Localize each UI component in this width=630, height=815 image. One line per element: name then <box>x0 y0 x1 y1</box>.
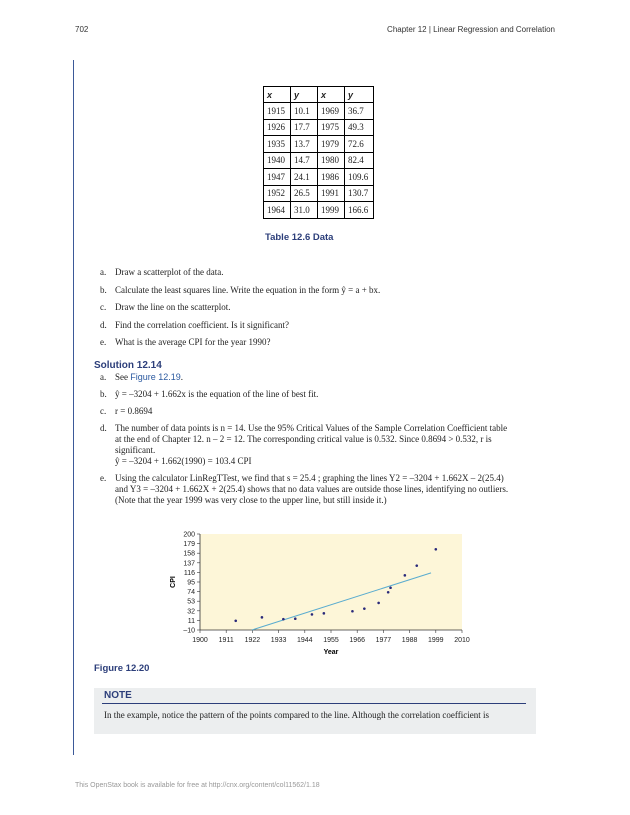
table-cell: 49.3 <box>345 119 374 136</box>
column-header: x <box>264 87 291 103</box>
y-tick-label: 137 <box>183 560 195 568</box>
item-letter: a. <box>100 372 107 382</box>
list-item <box>100 267 540 278</box>
x-tick-label: 1922 <box>244 637 261 644</box>
note-title: NOTE <box>104 690 132 701</box>
list-item <box>100 302 540 313</box>
table-cell: 72.6 <box>345 136 374 153</box>
table-caption: Table 12.6 Data <box>265 232 334 243</box>
table-cell: 31.0 <box>291 202 318 219</box>
table-cell: 1986 <box>318 169 345 186</box>
plot-background <box>200 534 462 630</box>
list-item <box>100 337 540 348</box>
list-item <box>100 389 540 400</box>
margin-rule <box>73 60 74 755</box>
item-text: Draw a scatterplot of the data. <box>115 267 224 277</box>
item-text: ŷ = –3204 + 1.662x is the equation of the line of best fit. <box>115 389 319 399</box>
data-point <box>387 591 390 594</box>
x-tick-label: 1966 <box>349 637 365 644</box>
item-line: The number of data points is n = 14. Use the 95% Critical Values of the Sample Correlation Coefficient table <box>115 423 508 433</box>
item-text: . <box>180 372 184 382</box>
item-letter: d. <box>100 319 107 330</box>
table-cell: 166.6 <box>345 202 374 219</box>
list-item <box>100 285 540 296</box>
table-row <box>264 119 374 136</box>
table-cell: 1991 <box>318 185 345 202</box>
table-cell: 1980 <box>318 152 345 169</box>
data-point <box>294 617 297 620</box>
figure-caption: Figure 12.20 <box>94 663 150 674</box>
item-line: Using the calculator LinRegTTest, we find that s = 25.4 ; graphing the lines Y2 = –3204 + 1.662X – 2(25.4) <box>115 473 504 483</box>
item-letter: a. <box>100 267 107 277</box>
column-header: y <box>291 87 318 103</box>
y-tick-label: 53 <box>187 598 195 606</box>
data-point <box>323 612 326 615</box>
note-divider <box>102 703 526 704</box>
table-cell: 1979 <box>318 136 345 153</box>
table-cell: 26.5 <box>291 185 318 202</box>
item-text: Draw the line on the scatterplot. <box>115 302 231 313</box>
table-cell: 109.6 <box>345 169 374 186</box>
data-point <box>311 613 314 616</box>
x-tick-label: 1933 <box>270 637 287 644</box>
x-tick-label: 1911 <box>218 637 234 644</box>
y-tick-label: 179 <box>183 541 195 549</box>
table-cell: 1935 <box>264 136 291 153</box>
table-cell: 1940 <box>264 152 291 169</box>
item-line: significant. <box>115 445 156 455</box>
table-cell: 1964 <box>264 202 291 219</box>
x-tick-label: 1999 <box>428 637 444 644</box>
solution-title: Solution 12.14 <box>94 360 162 371</box>
solution-list <box>100 372 540 506</box>
table-cell: 36.7 <box>345 103 374 120</box>
figure-link[interactable]: Figure 12.19 <box>130 372 181 382</box>
item-letter: b. <box>100 284 107 295</box>
table-cell: 1969 <box>318 103 345 120</box>
item-text: Calculate the least squares line. Write the equation in the form ŷ = a + bx. <box>115 284 381 295</box>
note-text: In the example, notice the pattern of the points compared to the line. Although the correlation coefficient is <box>104 710 489 720</box>
data-point <box>389 586 392 589</box>
table-cell: 17.7 <box>291 119 318 136</box>
data-point <box>234 620 237 623</box>
table-cell: 13.7 <box>291 136 318 153</box>
scatter-chart <box>160 527 470 662</box>
table-row <box>264 103 374 120</box>
data-point <box>377 602 380 605</box>
table-cell: 130.7 <box>345 185 374 202</box>
x-tick-label: 1944 <box>297 637 313 644</box>
list-item <box>100 320 540 331</box>
table-cell: 1947 <box>264 169 291 186</box>
y-axis-label: CPI <box>170 576 177 588</box>
table-cell: 1999 <box>318 202 345 219</box>
x-tick-label: 2010 <box>454 637 470 644</box>
data-point <box>351 610 354 613</box>
table-row <box>264 136 374 153</box>
item-line: and Y3 = –3204 + 1.662X + 2(25.4) shows that no data values are outside those lines, identifying no outliers. <box>115 484 509 494</box>
table-row <box>264 152 374 169</box>
table-cell: 82.4 <box>345 152 374 169</box>
item-text: Find the correlation coefficient. Is it significant? <box>115 319 290 330</box>
x-axis-label: Year <box>323 649 339 656</box>
table-cell: 1915 <box>264 103 291 120</box>
column-header: x <box>318 87 345 103</box>
item-letter: c. <box>100 302 107 313</box>
y-tick-label: 116 <box>183 569 195 577</box>
data-point <box>261 616 264 619</box>
data-point <box>282 618 285 621</box>
table-cell: 24.1 <box>291 169 318 186</box>
list-item <box>100 473 540 506</box>
x-tick-label: 1955 <box>323 637 339 644</box>
column-header: y <box>345 87 374 103</box>
question-list <box>100 267 540 355</box>
x-tick-label: 1988 <box>401 637 418 644</box>
item-letter: c. <box>100 406 107 416</box>
table-row <box>264 185 374 202</box>
chapter-title: Chapter 12 | Linear Regression and Correlation <box>387 25 555 34</box>
footer-text: This OpenStax book is available for free at http://cnx.org/content/col11562/1.18 <box>75 782 320 789</box>
y-tick-label: 200 <box>183 531 195 539</box>
note-box <box>94 688 536 734</box>
table-row <box>264 202 374 219</box>
y-tick-label: 11 <box>187 617 195 625</box>
item-letter: e. <box>100 473 107 483</box>
page-number: 702 <box>75 25 89 34</box>
list-item <box>100 406 540 417</box>
table-row <box>264 169 374 186</box>
y-tick-label: 32 <box>187 608 195 616</box>
table-cell: 10.1 <box>291 103 318 120</box>
x-tick-label: 1900 <box>192 637 208 644</box>
item-line: ŷ = –3204 + 1.662(1990) = 103.4 CPI <box>115 456 252 466</box>
data-table <box>263 86 374 219</box>
item-letter: e. <box>100 337 107 348</box>
table-cell: 1926 <box>264 119 291 136</box>
y-tick-label: 74 <box>187 589 195 597</box>
list-item <box>100 372 540 383</box>
item-letter: d. <box>100 423 107 433</box>
table-cell: 14.7 <box>291 152 318 169</box>
item-text: See <box>115 372 131 382</box>
list-item <box>100 423 540 467</box>
y-tick-label: 158 <box>183 550 195 558</box>
data-point <box>363 607 366 610</box>
data-point <box>404 574 407 577</box>
item-letter: b. <box>100 389 107 399</box>
table-cell: 1952 <box>264 185 291 202</box>
y-tick-label: –10 <box>183 627 195 635</box>
table-header-row <box>264 87 374 103</box>
item-text: What is the average CPI for the year 1990? <box>115 337 271 348</box>
data-point <box>435 548 438 551</box>
item-line: (Note that the year 1999 was very close to the upper line, but still inside it.) <box>115 495 387 505</box>
item-text: r = 0.8694 <box>115 406 153 416</box>
y-tick-label: 95 <box>187 579 195 587</box>
x-tick-label: 1977 <box>375 637 392 644</box>
item-line: at the end of Chapter 12. n – 2 = 12. The corresponding critical value is 0.532. Since 0.8694 > 0.532, r is <box>115 434 492 444</box>
table-cell: 1975 <box>318 119 345 136</box>
data-point <box>415 564 418 567</box>
